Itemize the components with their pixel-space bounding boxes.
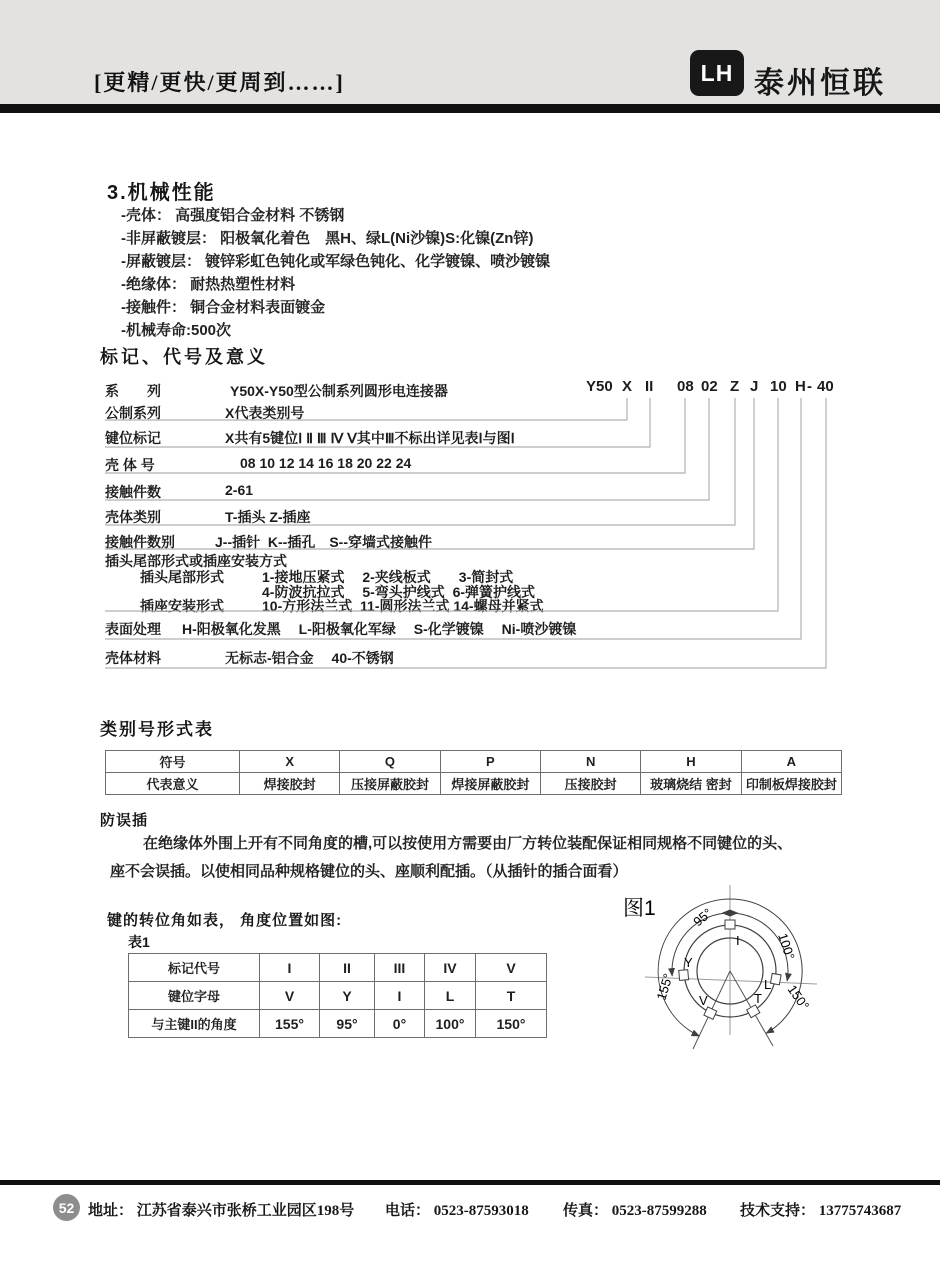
table-cell: X [240, 751, 340, 773]
table-row [129, 982, 547, 1010]
key-label-L: L [764, 977, 772, 992]
table-cell: 100° [425, 1010, 476, 1038]
logo-lh-icon: LH [700, 59, 734, 86]
figure1-key-position-diagram [615, 883, 885, 1073]
marking-row-label: 插头尾部形式 [140, 569, 224, 585]
code-part: 10 [770, 378, 787, 395]
marking-row-value: X共有5键位Ⅰ Ⅱ Ⅲ Ⅳ Ⅴ其中Ⅲ不标出详见表Ⅰ与图Ⅰ [225, 430, 515, 446]
marking-row-label: 键位标记 [105, 430, 161, 446]
table-cell: 符号 [106, 751, 240, 773]
marking-row-label: 壳体类别 [105, 509, 161, 525]
table-cell: V [260, 982, 320, 1010]
table1-label: 表1 [128, 934, 150, 950]
footer-phone: 电话： 0523-87593018 [385, 1203, 529, 1219]
marking-row-label: 系 列 [105, 383, 161, 399]
category-table [105, 750, 842, 795]
marking-row-value: X代表类别号 [225, 405, 305, 421]
key-label-Y: Y [684, 955, 693, 970]
anti-misinsert-line1: 在绝缘体外围上开有不同角度的槽,可以按使用方需要由厂方转位装配保证相同规格不同键位的头、 [143, 835, 793, 852]
footer-support: 技术支持： 13775743687 [740, 1203, 902, 1219]
key-rotation-table [128, 953, 547, 1038]
table-cell: 代表意义 [106, 773, 240, 795]
marking-row-label: 壳体材料 [105, 650, 161, 666]
brand-name: 泰州恒联 [754, 67, 886, 100]
table-cell: 印制板焊接胶封 [741, 773, 841, 795]
mech-item: -机械寿命:500次 [121, 322, 232, 339]
table-cell: 压接胶封 [540, 773, 640, 795]
table-cell: 155° [260, 1010, 320, 1038]
code-part: Z [730, 378, 740, 395]
code-part: J [750, 378, 759, 395]
key-section-caption: 键的转位角如表， 角度位置如图: [107, 912, 343, 929]
marking-row-value: Y50X-Y50型公制系列圆形电连接器 [230, 383, 448, 399]
marking-title: 标记、代号及意义 [100, 347, 268, 367]
table-cell: A [741, 751, 841, 773]
table-row [129, 1010, 547, 1038]
table-cell: P [440, 751, 540, 773]
marking-row-value: J--插针 K--插孔 S--穿墙式接触件 [215, 534, 432, 550]
code-part: 40 [817, 378, 834, 395]
code-part: - [807, 378, 812, 395]
table-cell: II [320, 954, 375, 982]
table-row [129, 954, 547, 982]
code-part: 08 [677, 378, 694, 395]
anti-misinsert-line2: 座不会误插。以使相同品种规格键位的头、座顺利配插。（从插针的插合面看） [110, 863, 628, 880]
marking-row-label: 插头尾部形式或插座安装方式 [105, 553, 287, 569]
table-cell: V [476, 954, 547, 982]
code-part: Y50 [586, 378, 613, 395]
mech-item: -非屏蔽镀层： 阳极氧化着色 黑H、绿L(Ni沙镍)S:化镍(Zn锌) [121, 230, 534, 247]
angle-155: 155° [653, 971, 676, 1002]
table-cell: 焊接胶封 [240, 773, 340, 795]
mech-item: -接触件： 铜合金材料表面镀金 [121, 299, 326, 316]
marking-row-label: 公制系列 [105, 405, 161, 421]
table-cell: IV [425, 954, 476, 982]
code-part: X [622, 378, 633, 395]
figure1-caption: 图1 [623, 897, 656, 920]
key-label-I: I [736, 933, 740, 948]
footer-fax: 传真： 0523-87599288 [563, 1203, 707, 1219]
table-cell: 150° [476, 1010, 547, 1038]
table-cell: Q [340, 751, 440, 773]
page-number-badge: 52 [53, 1194, 80, 1221]
table-cell: 焊接屏蔽胶封 [440, 773, 540, 795]
marking-row-value: 08 10 12 14 16 18 20 22 24 [240, 455, 412, 471]
table-cell: 标记代号 [129, 954, 260, 982]
table-row [106, 773, 842, 795]
anti-misinsert-title: 防误插 [100, 812, 149, 829]
code-part: II [645, 378, 654, 395]
angle-95: 95° [690, 905, 715, 930]
table-cell: T [476, 982, 547, 1010]
table-row [106, 751, 842, 773]
marking-row-value: T-插头 Z-插座 [225, 509, 311, 525]
table-cell: 键位字母 [129, 982, 260, 1010]
marking-row-value: 4-防波抗拉式 5-弯头护线式 6-弹簧护线式 [262, 584, 536, 600]
code-part: 02 [701, 378, 718, 395]
marking-row-value: 2-61 [225, 482, 254, 498]
angle-100: 100° [775, 931, 798, 962]
table-cell: III [375, 954, 425, 982]
table-cell: 压接屏蔽胶封 [340, 773, 440, 795]
footer-address: 地址： 江苏省泰兴市张桥工业园区198号 [88, 1203, 355, 1219]
table-cell: 95° [320, 1010, 375, 1038]
table-cell: 与主键II的角度 [129, 1010, 260, 1038]
marking-row-label: 壳 体 号 [105, 457, 155, 473]
table-cell: I [260, 954, 320, 982]
table-cell: I [375, 982, 425, 1010]
mech-item: -屏蔽镀层： 镀锌彩虹色钝化或军绿色钝化、化学镀镍、喷沙镀镍 [121, 253, 551, 270]
mechanical-title: 3.机械性能 [107, 182, 216, 204]
header-slogan: [更精/更快/更周到……] [94, 70, 345, 95]
marking-row-value: 10-方形法兰式 11-圆形法兰式 14-螺母并紧式 [262, 598, 544, 614]
mech-item: -壳体： 高强度铝合金材料 不锈钢 [121, 207, 345, 224]
table-cell: N [540, 751, 640, 773]
code-part: H [795, 378, 806, 395]
marking-row-label: 插座安装形式 [140, 598, 224, 614]
table-cell: 玻璃烧结 密封 [641, 773, 741, 795]
table-cell: Y [320, 982, 375, 1010]
angle-150: 150° [784, 982, 813, 1013]
marking-row-value: H-阳极氧化发黑 L-阳极氧化军绿 S-化学镀镍 Ni-喷沙镀镍 [182, 621, 577, 637]
table-cell: L [425, 982, 476, 1010]
footer-divider-bar [0, 1180, 940, 1185]
marking-row-label: 接触件数别 [105, 534, 175, 550]
marking-row-value: 1-接地压紧式 2-夹线板式 3-简封式 [262, 569, 514, 585]
table-cell: H [641, 751, 741, 773]
key-label-V: V [699, 993, 708, 1008]
category-table-title: 类别号形式表 [100, 720, 214, 739]
table-cell: 0° [375, 1010, 425, 1038]
mech-item: -绝缘体： 耐热热塑性材料 [121, 276, 296, 293]
marking-row-value: 无标志-铝合金 40-不锈钢 [225, 650, 394, 666]
marking-row-label: 接触件数 [105, 484, 161, 500]
marking-row-label: 表面处理 [105, 621, 161, 637]
key-label-T: T [754, 991, 762, 1006]
